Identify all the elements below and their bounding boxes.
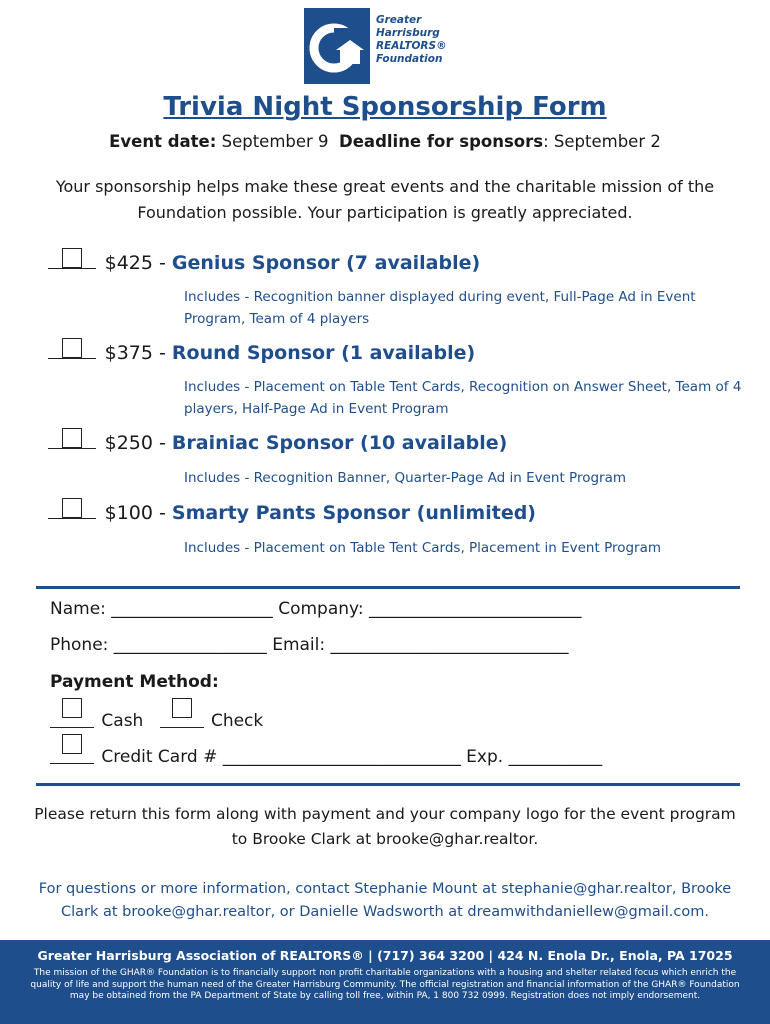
- deadline-value: : September 2: [543, 132, 661, 151]
- check-label: Check: [210, 711, 264, 731]
- phone-field[interactable]: Phone: __________________: [50, 635, 267, 655]
- deadline-label: Deadline for sponsors: [339, 132, 544, 151]
- credit-card-field[interactable]: Credit Card # ____________________________: [101, 747, 461, 767]
- genius-checkbox[interactable]: [62, 248, 82, 268]
- cash-checkbox[interactable]: [62, 698, 82, 718]
- tier-price: $375 -: [104, 342, 172, 364]
- event-date-label: Event date:: [109, 132, 217, 151]
- contact-info: For questions or more information, contact Stephanie Mount at stephanie@ghar.realtor, Brooke Clark at brooke@ghar.realtor, or Danielle Wadsworth at dreamwithdaniellew@gmail.com.: [38, 881, 732, 920]
- tier-description: Includes - Recognition banner displayed during event, Full-Page Ad in Event Program, Team of 4 players: [184, 289, 696, 327]
- tier-name: Genius Sponsor (7 available): [171, 252, 481, 274]
- tier-price: $100 -: [104, 502, 172, 524]
- footer-address: Greater Harrisburg Association of REALTORS® | (717) 364 3200 | 424 N. Enola Dr., Enola, PA 17025: [37, 948, 733, 963]
- tier-brainiac: [48, 432, 507, 454]
- logo-line: Greater: [376, 14, 422, 26]
- house-g-icon: [304, 8, 370, 84]
- tier-name: Round Sponsor (1 available): [171, 342, 476, 364]
- expiration-field[interactable]: Exp. ___________: [466, 747, 603, 767]
- brainiac-checkbox[interactable]: [62, 428, 82, 448]
- event-info: [0, 132, 770, 151]
- smarty-pants-checkbox[interactable]: [62, 498, 82, 518]
- section-divider: [36, 783, 740, 786]
- tier-description: Includes - Placement on Table Tent Cards, Placement in Event Program: [184, 540, 662, 556]
- section-divider: [36, 586, 740, 589]
- payment-method-title: Payment Method:: [50, 672, 219, 692]
- phone-email-row: [50, 635, 569, 655]
- cash-label: Cash: [101, 711, 144, 731]
- logo-line: Harrisburg: [376, 27, 440, 39]
- footer-disclaimer: The mission of the GHAR® Foundation is to financially support non profit charitable organizations with a housing and shelter related focus which enrich the quality of life and support the human need of the Greater Harrisburg Community. The official registration and financial information of the GHAR® Foundation may be obtained from the PA Department of State by calling toll free, within PA, 1 800 732 0999. Registration does not imply endorsement.: [30, 968, 740, 1001]
- check-checkbox[interactable]: [172, 698, 192, 718]
- tier-price: $425 -: [104, 252, 172, 274]
- footer: [0, 940, 770, 1024]
- tier-price: $250 -: [104, 432, 172, 454]
- payment-credit-row: [50, 744, 602, 767]
- tier-genius: [48, 252, 480, 274]
- tier-description: Includes - Recognition Banner, Quarter-Page Ad in Event Program: [184, 470, 627, 486]
- payment-cash-check-row: [50, 708, 263, 731]
- round-checkbox[interactable]: [62, 338, 82, 358]
- page-title: Trivia Night Sponsorship Form: [163, 92, 607, 122]
- logo-text: [376, 14, 516, 66]
- tier-round: [48, 342, 475, 364]
- email-field[interactable]: Email: ____________________________: [272, 635, 569, 655]
- event-date-value: September 9: [221, 132, 329, 151]
- tier-smarty-pants: [48, 502, 536, 524]
- logo-line: REALTORS®: [376, 40, 447, 52]
- tier-description: Includes - Placement on Table Tent Cards, Recognition on Answer Sheet, Team of 4 players, Half-Page Ad in Event Program: [184, 379, 742, 417]
- tier-name: Smarty Pants Sponsor (unlimited): [171, 502, 536, 524]
- credit-card-checkbox[interactable]: [62, 734, 82, 754]
- name-field[interactable]: Name: ___________________: [50, 599, 273, 619]
- company-field[interactable]: Company: _________________________: [278, 599, 582, 619]
- logo-line: Foundation: [376, 53, 443, 65]
- return-instructions: Please return this form along with payment and your company logo for the event program to Brooke Clark at brooke@ghar.realtor.: [34, 805, 736, 848]
- tier-name: Brainiac Sponsor (10 available): [171, 432, 508, 454]
- intro-text: Your sponsorship helps make these great events and the charitable mission of the Foundation possible. Your participation is greatly appreciated.: [55, 177, 715, 222]
- foundation-logo: [304, 8, 370, 84]
- name-company-row: [50, 599, 581, 619]
